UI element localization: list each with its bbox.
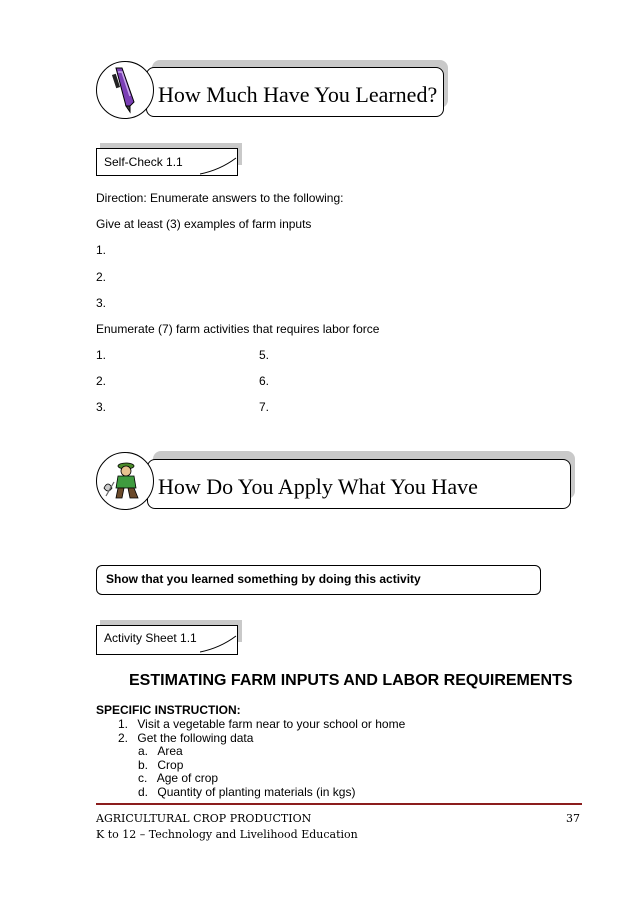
list-item	[138, 785, 355, 799]
list-text: Area	[157, 744, 183, 758]
list-item: 1.	[96, 348, 107, 362]
footer-rule	[96, 803, 582, 805]
list-text: Age of crop	[156, 771, 219, 785]
list-letter: c.	[138, 771, 148, 785]
pen-icon	[108, 66, 140, 114]
list-item	[138, 744, 183, 758]
list-text: Get the following data	[137, 731, 254, 745]
list-item: 2.	[96, 270, 107, 284]
question-2: Enumerate (7) farm activities that requires labor force	[96, 322, 380, 336]
list-letter: b.	[138, 758, 149, 772]
list-item: 3.	[96, 296, 107, 310]
list-item	[118, 717, 405, 731]
footer-line-1: AGRICULTURAL CROP PRODUCTION	[96, 812, 312, 825]
list-item	[138, 758, 183, 772]
list-letter: a.	[138, 744, 149, 758]
banner-title: How Do You Apply What You Have	[158, 474, 478, 499]
list-text: Visit a vegetable farm near to your school or home	[137, 717, 406, 731]
list-text: Quantity of planting materials (in kgs)	[157, 785, 356, 799]
instruction-title: SPECIFIC INSTRUCTION:	[96, 703, 241, 717]
activity-sheet-label: Activity Sheet 1.1	[104, 631, 197, 645]
activity-bar-text: Show that you learned something by doing this activity	[106, 572, 421, 586]
list-letter: d.	[138, 785, 149, 799]
list-item: 5.	[259, 348, 270, 362]
list-item	[138, 771, 218, 785]
list-item: 6.	[259, 374, 270, 388]
page-number: 37	[566, 812, 580, 825]
list-item: 2.	[96, 374, 107, 388]
list-item: 7.	[259, 400, 270, 414]
list-item	[118, 731, 253, 745]
list-item: 1.	[96, 243, 107, 257]
list-number: 1.	[118, 717, 129, 731]
footer-line-2: K to 12 – Technology and Livelihood Education	[96, 828, 358, 841]
tab-curl	[200, 634, 240, 654]
farmer-icon	[100, 460, 148, 502]
banner-title: How Much Have You Learned?	[158, 82, 438, 107]
direction-text: Direction: Enumerate answers to the following:	[96, 191, 344, 205]
tab-curl	[200, 156, 240, 176]
list-text: Crop	[157, 758, 184, 772]
section-heading: ESTIMATING FARM INPUTS AND LABOR REQUIREMENTS	[129, 672, 573, 689]
list-item: 3.	[96, 400, 107, 414]
list-number: 2.	[118, 731, 129, 745]
self-check-label: Self-Check 1.1	[104, 155, 183, 169]
question-1: Give at least (3) examples of farm inputs	[96, 217, 312, 231]
